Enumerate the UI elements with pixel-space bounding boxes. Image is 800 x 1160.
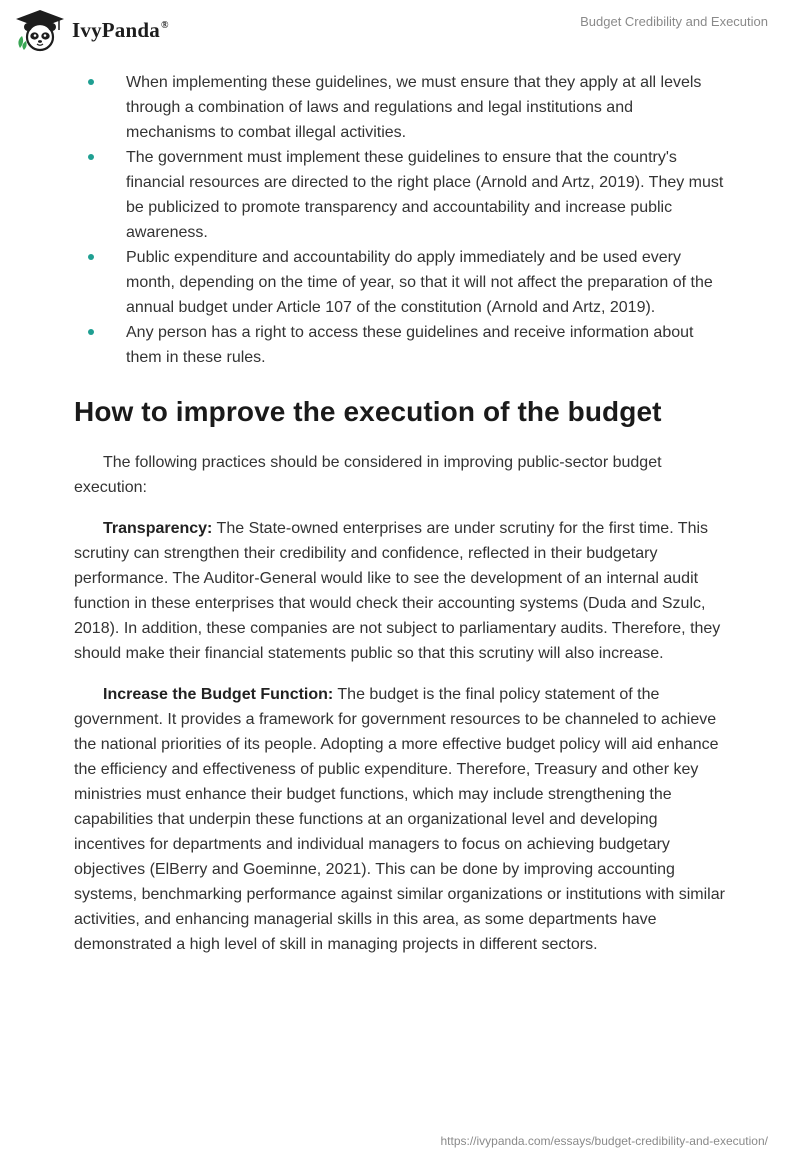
- bullet-dot-icon: [88, 329, 94, 335]
- document-title: Budget Credibility and Execution: [580, 14, 768, 29]
- source-url[interactable]: https://ivypanda.com/essays/budget-credibility-and-execution/: [440, 1134, 768, 1148]
- brand-name: IvyPanda®: [72, 17, 169, 42]
- paragraph-body: The budget is the final policy statement of the government. It provides a framework for government resources to be channeled to achieve the national priorities of its people. Adopting a more effective budget policy will aid enhance the efficiency and effectiveness of public expenditure. Therefore, Treasury and other key ministries must enhance their budget functions, which may include strengthening the capabilities that underpin these functions at an organizational level and developing incentives for departments and individual managers to focus on achieving budgetary objectives (ElBerry and Goeminne, 2021). This can be done by improving accounting systems, benchmarking performance against similar organizations or institutions with similar activities, and enhancing managerial skills in this area, as some departments have demonstrated a high level of skill in managing projects in different sectors.: [74, 686, 725, 953]
- budget-function-paragraph: [74, 682, 726, 957]
- essay-content: [74, 70, 726, 973]
- paragraph-body: The State-owned enterprises are under scrutiny for the first time. This scrutiny can strengthen their credibility and confidence, reflected in their budgetary performance. The Auditor-General would like to see the development of an internal audit function in these enterprises that would check their accounting systems (Duda and Szulc, 2018). In addition, these companies are not subject to parliamentary audits. Therefore, they should make their financial statements public so that this scrutiny will also increase.: [74, 520, 721, 662]
- list-item: When implementing these guidelines, we must ensure that they apply at all levels through a combination of laws and regulations and legal institutions and mechanisms to combat illegal activities.: [74, 70, 726, 145]
- intro-paragraph: The following practices should be considered in improving public-sector budget execution:: [74, 454, 662, 496]
- page-header: [0, 0, 800, 60]
- list-item: The government must implement these guidelines to ensure that the country's financial resources are directed to the right place (Arnold and Artz, 2019). They must be publicized to promote transparency and accountability and increase public awareness.: [74, 145, 726, 245]
- bullet-dot-icon: [88, 79, 94, 85]
- paragraph-label: Increase the Budget Function:: [103, 686, 334, 703]
- guidelines-bullet-list: [74, 70, 726, 370]
- bullet-dot-icon: [88, 254, 94, 260]
- section-heading: How to improve the execution of the budget: [74, 396, 662, 427]
- list-item: Public expenditure and accountability do apply immediately and be used every month, depending on the time of year, so that it will not affect the preparation of the annual budget under Article 107 of the constitution (Arnold and Artz, 2019).: [74, 245, 726, 320]
- list-item: Any person has a right to access these guidelines and receive information about them in these rules.: [74, 320, 726, 370]
- paragraph-label: Transparency:: [103, 520, 213, 537]
- panda-graduate-logo-icon: [14, 8, 66, 52]
- transparency-paragraph: [74, 516, 726, 666]
- brand-logo[interactable]: [14, 8, 169, 52]
- bullet-dot-icon: [88, 154, 94, 160]
